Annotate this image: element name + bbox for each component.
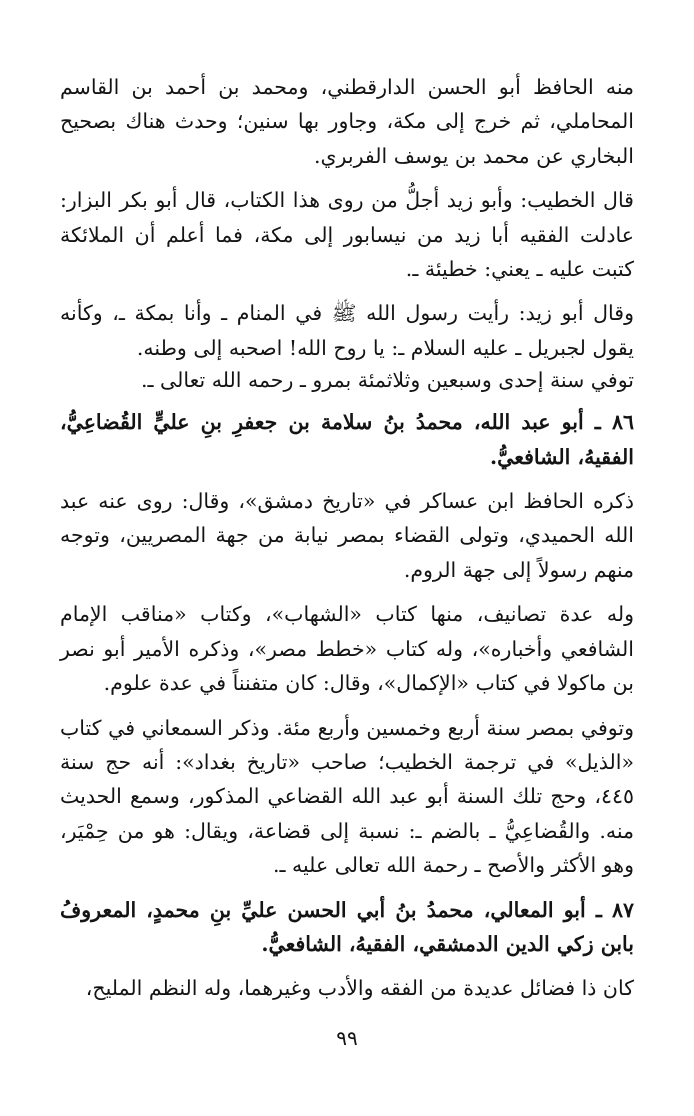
entry-86-paragraph-1: ذكره الحافظ ابن عساكر في «تاريخ دمشق»، وقال: روى عنه عبد الله الحميدي، وتولى القضاء بمصر نيابة من جهة المصريين، وتوجه منهم رسولاً إلى جهة الروم.	[60, 489, 634, 582]
entry-86-paragraph-2: وله عدة تصانيف، منها كتاب «الشهاب»، وكتاب «مناقب الإمام الشافعي وأخباره»، وله كتاب «خطط مصر»، وذكره الأمير أبو نصر بن ماكولا في كتاب «الإكمال»، وقال: كان متفنناً في عدة علوم.	[60, 602, 634, 696]
paragraph-dream: وقال أبو زيد: رأيت رسول الله ﷺ في المنام ـ وأنا بمكة ـ، وكأنه يقول لجبريل ـ عليه السلام ـ: يا روح الله! اصحبه إلى وطنه.	[60, 301, 634, 360]
entry-87-paragraph-1: كان ذا فضائل عديدة من الفقه والأدب وغيرهما، وله النظم المليح،	[85, 976, 634, 1001]
page-body	[60, 70, 634, 1006]
page-number: ٩٩	[336, 1026, 358, 1050]
entry-87-heading: ٨٧ ـ أبو المعالي، محمدُ بنُ أبي الحسن عليِّ بنِ محمدٍ، المعروفُ بابن زكي الدين الدمشقي، الفقيهُ، الشافعيُّ.	[60, 897, 634, 956]
paragraph-death-note: توفي سنة إحدى وسبعين وثلاثمئة بمرو ـ رحمه الله تعالى ـ.	[141, 368, 634, 393]
entry-86-heading: ٨٦ ـ أبو عبد الله، محمدُ بنُ سلامة بن جعفرِ بنِ عليٍّ القُضاعِيُّ، الفقيهُ، الشافعيُّ.	[60, 410, 634, 469]
entry-86-paragraph-3: وتوفي بمصر سنة أربع وخمسين وأربع مئة. وذكر السمعاني في كتاب «الذيل» في ترجمة الخطيب؛ صاحب «تاريخ بغداد»: أنه حج سنة ٤٤٥، وحج تلك السنة أبو عبد الله القضاعي المذكور، وسمع الحديث منه. والقُضاعِيُّ ـ بالضم ـ: نسبة إلى قضاعة، ويقال: هو من حِمْيَر، وهو الأكثر والأصح ـ رحمة الله تعالى عليه ـ.	[60, 715, 634, 878]
paragraph-continuation: منه الحافظ أبو الحسن الدارقطني، ومحمد بن أحمد بن القاسم المحاملي، ثم خرج إلى مكة، وجاور بها سنين؛ وحدث هناك بصحيح البخاري عن محمد بن يوسف الفربري.	[60, 75, 634, 168]
paragraph-khatib-quote: قال الخطيب: وأبو زيد أجلُّ من روى هذا الكتاب، قال أبو بكر البزار: عادلت الفقيه أبا زيد من نيسابور إلى مكة، فما أعلم أن الملائكة كتبت عليه ـ يعني: خطيئة ـ.	[60, 188, 634, 282]
